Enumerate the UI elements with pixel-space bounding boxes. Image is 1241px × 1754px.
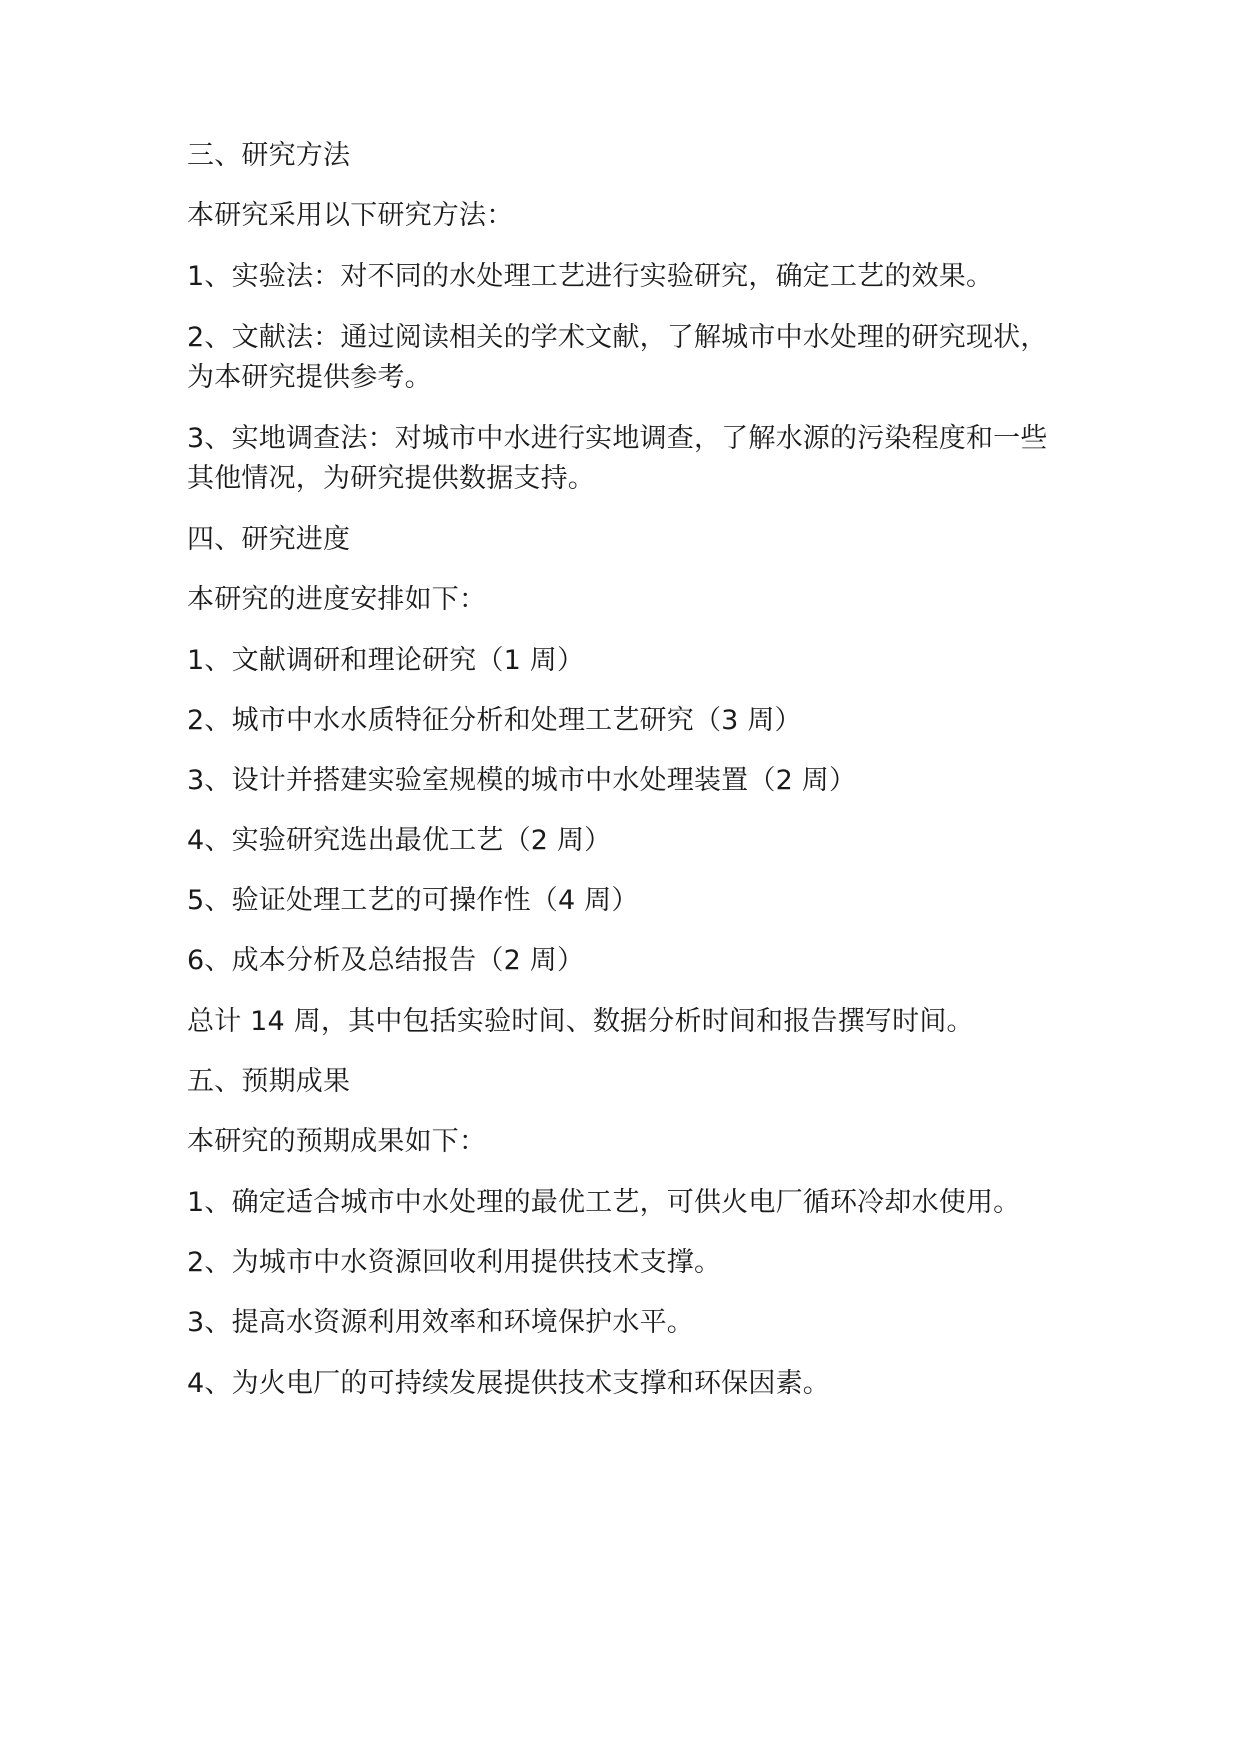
section-heading-methods: 三、研究方法 [187,140,351,171]
methods-item-3-line-2: 其他情况，为研究提供数据支持。 [187,463,595,494]
outcomes-item-4: 4、为火电厂的可持续发展提供技术支撑和环保因素。 [187,1368,830,1399]
progress-item-1: 1、文献调研和理论研究（1 周） [187,645,585,676]
methods-item-2-line-1: 2、文献法：通过阅读相关的学术文献，了解城市中水处理的研究现状， [187,322,1048,353]
progress-intro: 本研究的进度安排如下： [187,584,487,615]
progress-item-6: 6、成本分析及总结报告（2 周） [187,945,585,976]
methods-intro: 本研究采用以下研究方法： [187,200,514,231]
progress-item-2: 2、城市中水水质特征分析和处理工艺研究（3 周） [187,705,802,736]
outcomes-item-2: 2、为城市中水资源回收利用提供技术支撑。 [187,1247,722,1278]
progress-total: 总计 14 周，其中包括实验时间、数据分析时间和报告撰写时间。 [187,1006,974,1037]
outcomes-intro: 本研究的预期成果如下： [187,1126,487,1157]
section-heading-outcomes: 五、预期成果 [187,1066,351,1097]
outcomes-item-1: 1、确定适合城市中水处理的最优工艺，可供火电厂循环冷却水使用。 [187,1187,1021,1218]
methods-item-2-line-2: 为本研究提供参考。 [187,362,432,393]
methods-item-3-line-1: 3、实地调查法：对城市中水进行实地调查，了解水源的污染程度和一些 [187,423,1048,454]
progress-item-4: 4、实验研究选出最优工艺（2 周） [187,825,612,856]
outcomes-item-3: 3、提高水资源利用效率和环境保护水平。 [187,1307,694,1338]
progress-item-3: 3、设计并搭建实验室规模的城市中水处理装置（2 周） [187,765,857,796]
section-heading-progress: 四、研究进度 [187,524,351,555]
progress-item-5: 5、验证处理工艺的可操作性（4 周） [187,885,639,916]
methods-item-1: 1、实验法：对不同的水处理工艺进行实验研究，确定工艺的效果。 [187,261,994,292]
